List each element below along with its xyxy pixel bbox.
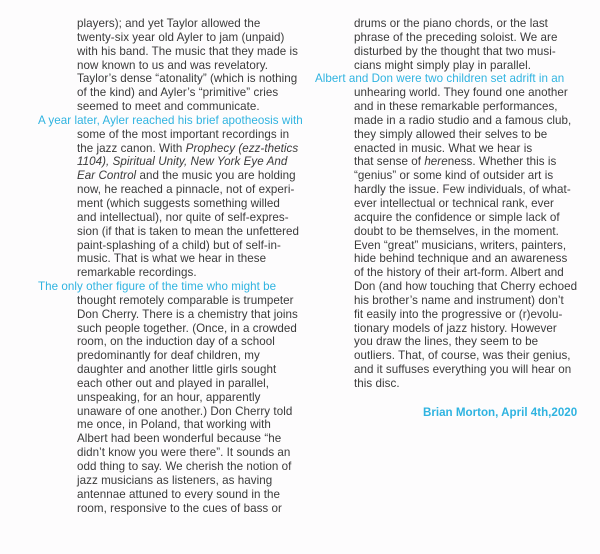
album-title: Ear Control <box>77 169 137 183</box>
text-line: thought remotely comparable is trumpeter <box>77 293 294 307</box>
text-line: “genius” or some kind of outsider art is <box>354 169 554 183</box>
text-line: disturbed by the thought that two musi- <box>354 44 556 58</box>
album-title: 1104), Spiritual Unity, New York Eye And <box>77 155 288 169</box>
text-run: that sense of <box>354 155 425 169</box>
text-line: remarkable recordings. <box>77 266 197 280</box>
paragraph-lead: Albert and Don were two children set adrift in an <box>315 72 565 86</box>
text-line: doubt to be themselves, in the moment. <box>354 224 559 238</box>
text-line: antennae attuned to every sound in the <box>77 487 281 501</box>
paragraph-lead: The only other figure of the time who might be <box>38 280 277 294</box>
text-line: drums or the piano chords, or the last <box>354 17 548 30</box>
text-line: and in these remarkable performances, <box>354 100 558 114</box>
text-line: fit easily into the progressive or (r)evolu- <box>354 307 563 321</box>
text-line: players); and yet Taylor allowed the <box>77 17 261 30</box>
text-line <box>315 155 585 169</box>
emphasis: here <box>424 155 448 169</box>
text-line: Even “great” musicians, writers, painters, <box>354 238 567 252</box>
paragraph-apotheosis <box>38 113 303 280</box>
text-line: hardly the issue. Few individuals, of what- <box>354 183 571 197</box>
text-line: his brother’s name and instrument) don’t <box>354 293 564 307</box>
text-line <box>38 142 300 156</box>
paragraph-albert-and-don <box>315 72 585 390</box>
text-line <box>38 169 300 183</box>
text-line: such people together. (Once, in a crowded <box>77 321 297 335</box>
text-line: of the kind) and Ayler’s “primitive” cries <box>77 86 279 100</box>
text-line: room, on the induction day of a school <box>77 335 275 349</box>
text-line: Don Cherry. There is a chemistry that joins <box>77 307 298 321</box>
right-column <box>315 17 585 391</box>
text-line: you draw the lines, they seem to be <box>354 335 539 349</box>
text-line: seemed to meet and communicate. <box>77 100 260 114</box>
text-line: room, responsive to the cues of bass or <box>77 501 282 515</box>
text-line: predominantly for deaf children, my <box>77 349 260 363</box>
text-line: Don (and how touching that Cherry echoed <box>354 280 578 294</box>
text-line: they simply allowed their selves to be <box>354 127 548 141</box>
text-line: some of the most important recordings in <box>77 127 290 141</box>
text-run: and the music you are holding <box>136 169 296 183</box>
text-line: of the history of their art-form. Albert and <box>354 266 564 280</box>
text-line: daughter and another little girls sought <box>77 363 277 377</box>
text-line: now known to us and was revelatory. <box>77 58 268 72</box>
text-line: tionary models of jazz history. However <box>354 321 557 335</box>
text-line: jazz musicians as listeners, as having <box>77 473 273 487</box>
text-line: me once, in Poland, that working with <box>77 418 271 432</box>
text-line: phrase of the preceding soloist. We are <box>354 30 558 44</box>
text-line: this disc. <box>354 376 400 390</box>
text-line: music. That is what we hear in these <box>77 252 267 266</box>
text-line: and it suffuses everything you will hear on <box>354 363 572 377</box>
text-run: ness. Whether this is <box>447 155 557 169</box>
text-line: paint-splashing of a child) but of self-in- <box>77 238 281 252</box>
album-title: Prophecy (ezz-thetics <box>185 141 299 155</box>
text-line: acquire the confidence or simple lack of <box>354 210 560 224</box>
text-line: hide behind technique and an awareness <box>354 252 568 266</box>
text-line: ment (which suggests something willed <box>77 196 280 210</box>
text-run: the jazz canon. With <box>77 141 186 155</box>
paragraph-listeners <box>315 17 585 72</box>
text-line: enacted in music. What we hear is <box>354 141 533 155</box>
left-column <box>38 17 303 515</box>
text-line: Albert had been wonderful because “he <box>77 432 282 446</box>
text-line: Taylor’s dense “atonality” (which is nothing <box>77 72 298 86</box>
text-line: twenty-six year old Ayler to jam (unpaid) <box>77 30 285 44</box>
paragraph-taylor-ayler <box>38 17 300 114</box>
paragraph-lead: A year later, Ayler reached his brief apotheosis with <box>38 113 303 127</box>
text-line: ever intellectual or technical rank, ever <box>354 196 554 210</box>
text-line: each other out and played in parallel, <box>77 376 270 390</box>
text-line: didn’t know you were there”. It sounds an <box>77 446 291 460</box>
text-line: and intellectual), nor quite of self-expres- <box>77 210 289 224</box>
text-line: with his band. The music that they made is <box>77 44 298 58</box>
text-line: cians might simply play in parallel. <box>354 58 532 72</box>
text-line: sion (if that is taken to mean the unfettered <box>77 224 300 238</box>
paragraph-don-cherry <box>38 280 300 515</box>
author-signature: Brian Morton, April 4th,2020 <box>423 406 578 419</box>
text-line: odd thing to say. We cherish the notion of <box>77 460 292 473</box>
text-line: made in a radio studio and a famous club, <box>354 113 572 127</box>
text-line: outliers. That, of course, was their genius, <box>354 349 571 363</box>
text-line: unaware of one another.) Don Cherry told <box>77 404 293 418</box>
text-line: unhearing world. They found one another <box>354 86 568 100</box>
text-line: unspeaking, for an hour, apparently <box>77 390 261 404</box>
text-line <box>38 155 300 169</box>
text-line: now, he reached a pinnacle, not of experi- <box>77 183 295 197</box>
